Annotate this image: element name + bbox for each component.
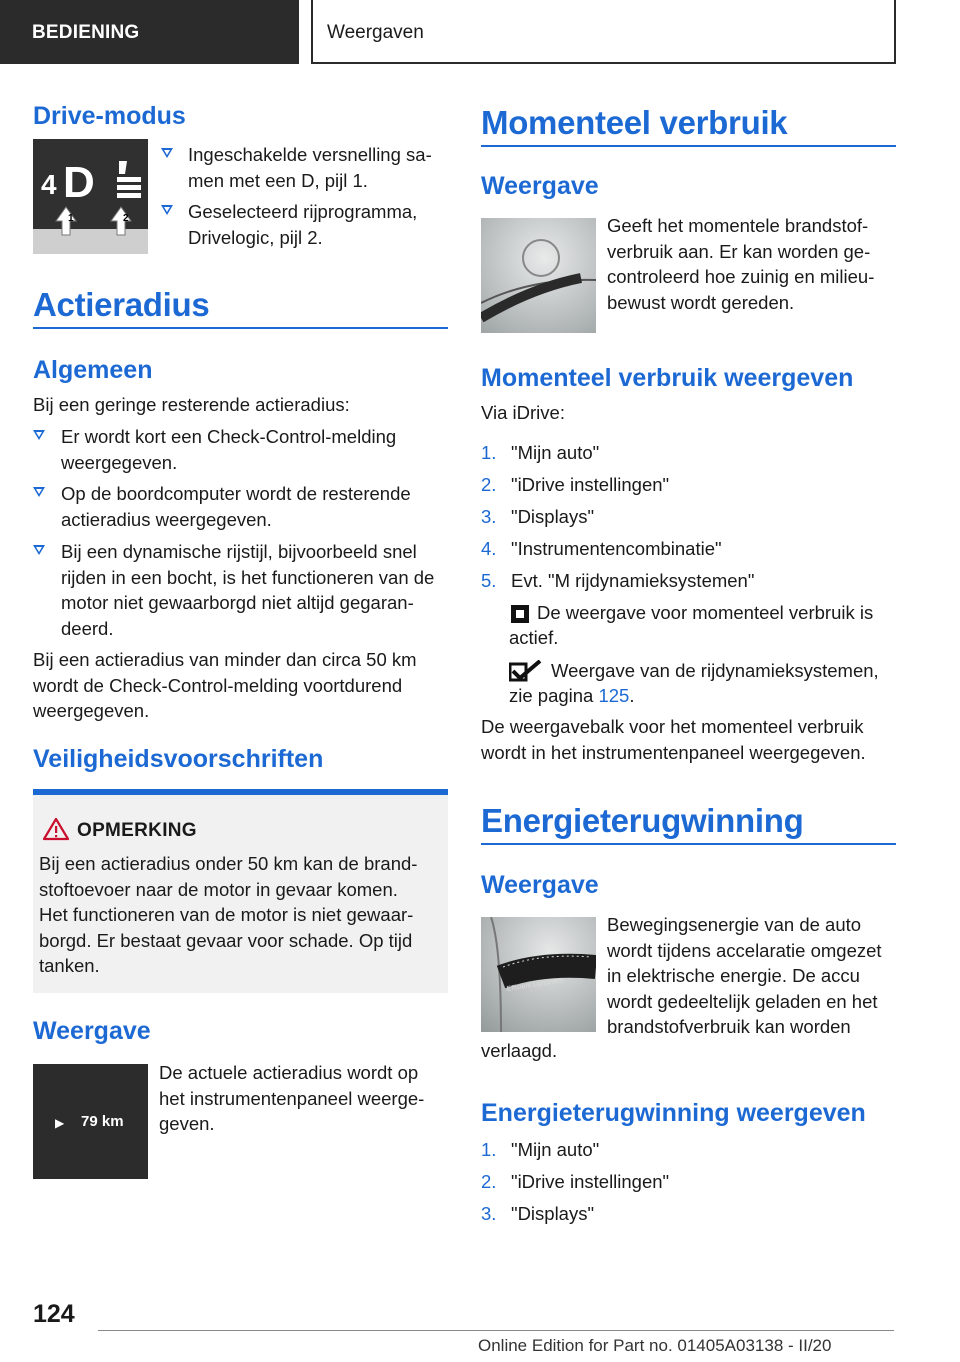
step-text: "iDrive instellingen"	[511, 474, 670, 495]
bullet-line: Op de boordcomputer wordt de resterende	[61, 483, 411, 504]
range-title: Actieradius	[33, 286, 210, 323]
text-line: stoftoevoer naar de motor in gevaar komen.	[39, 878, 398, 900]
warning-triangle-icon	[42, 817, 72, 841]
page-header	[0, 0, 960, 66]
checkbox-off-icon	[511, 605, 529, 623]
via-idrive: Via iDrive:	[481, 402, 565, 423]
range-intro: Bij een geringe resterende actieradius:	[33, 394, 350, 415]
bullet-line: men met een D, pijl 1.	[188, 169, 368, 191]
section-rule	[33, 327, 448, 329]
consumption-display-text	[607, 213, 902, 315]
step-number: 3.	[481, 1203, 497, 1224]
arrow-1-label: 1	[68, 213, 74, 224]
text-line: Geeft het momentele brandstof-	[607, 215, 869, 236]
step-number: 1.	[481, 1139, 497, 1160]
step-text: "Mijn auto"	[511, 1139, 600, 1160]
step-number: 1.	[481, 442, 497, 463]
text-line: het instrumentenpaneel weerge-	[159, 1087, 425, 1109]
checkbox-off-text-line2: actief.	[509, 627, 559, 648]
text-line: wordt in het instrumentenpaneel weergegeven.	[481, 741, 866, 763]
consumption-show-title: Momenteel verbruik weergeven	[481, 364, 854, 392]
step-text: "iDrive instellingen"	[511, 1171, 670, 1192]
text-line: Het functioneren van de motor is niet gewaar-	[39, 904, 414, 925]
text-line: De weergavebalk voor het momenteel verbruik	[481, 716, 864, 737]
edition-note: Online Edition for Part no. 01405A03138 - II/20	[478, 1336, 832, 1355]
page-number: 124	[33, 1300, 75, 1328]
warning-text	[39, 851, 449, 979]
step-item	[481, 472, 901, 498]
step-text: "Displays"	[511, 1203, 595, 1224]
step-item	[481, 1169, 901, 1195]
step-item	[481, 504, 901, 530]
regen-display-text	[607, 912, 902, 1040]
bullet-item	[33, 539, 453, 641]
step-text: "Instrumentencombinatie"	[511, 538, 722, 559]
text-line: borgd. Er bestaat gevaar voor schade. Op tijd	[39, 929, 413, 951]
step-text: Evt. "M rijdynamieksystemen"	[511, 570, 755, 591]
bullet-line: Drivelogic, pijl 2.	[188, 226, 323, 248]
general-title: Algemeen	[33, 356, 153, 384]
bullet-line: Geselecteerd rijprogramma,	[188, 201, 418, 222]
text-line: Bij een actieradius van minder dan circa 50 km	[33, 649, 417, 670]
step-number: 3.	[481, 506, 497, 527]
drive-mode-image	[33, 139, 148, 254]
step-number: 5.	[481, 570, 497, 591]
bullet-line: Er wordt kort een Check-Control-melding	[61, 426, 397, 447]
bullet-line: actieradius weergegeven.	[61, 508, 272, 530]
step-item	[481, 568, 901, 594]
range-readout: 79 km	[81, 1113, 124, 1130]
drive-mode-title: Drive-modus	[33, 102, 186, 130]
section-label: BEDIENING	[0, 0, 299, 64]
warning-label: OPMERKING	[77, 820, 197, 841]
checkbox-on-text-line1: Weergave van de rijdynamieksystemen,	[551, 660, 879, 681]
warning-box	[33, 789, 448, 993]
step-item	[481, 536, 901, 562]
consumption-closing	[481, 714, 901, 765]
step-number: 2.	[481, 1171, 497, 1192]
bullet-line: motor niet gewaarborgd niet altijd gegaran-	[61, 592, 414, 613]
page-ref-suffix: .	[629, 685, 635, 706]
step-number: 2.	[481, 474, 497, 495]
chapter-label: Weergaven	[311, 0, 896, 64]
regen-display-text-tail: verlaagd.	[481, 1040, 558, 1061]
fuel-pump-icon: ▶	[55, 1116, 65, 1130]
bullet-item	[33, 424, 453, 475]
text-line: verbruik aan. Er kan worden ge-	[607, 240, 871, 262]
text-line: in elektrische energie. De accu	[607, 965, 860, 986]
step-text: "Mijn auto"	[511, 442, 600, 463]
drive-mode-display	[33, 139, 148, 254]
range-display-image	[33, 1064, 148, 1179]
bullet-triangle-icon	[33, 430, 45, 440]
checkbox-on-text-line2	[509, 683, 635, 709]
text-line: bewust wordt gereden.	[607, 291, 795, 313]
bullet-line: rijden in een bocht, is het functioneren van de	[61, 566, 435, 588]
checkbox-on-icon	[509, 660, 543, 682]
text-line: brandstofverbruik kan worden	[607, 1016, 851, 1037]
text-line: wordt tijdens accelaratie omgezet	[607, 939, 882, 961]
page-ref-prefix: zie pagina	[509, 685, 599, 706]
bullet-item	[33, 481, 453, 532]
gauge-label: Efficient Dynamics	[506, 977, 565, 993]
section-rule	[481, 843, 896, 845]
gear-number: 4	[41, 169, 57, 200]
bullet-line: weergegeven.	[61, 451, 178, 473]
text-line: wordt de Check-Control-melding voortdurend	[33, 674, 403, 696]
consumption-gauge-image	[481, 218, 596, 333]
footer-rule	[98, 1330, 894, 1331]
step-item	[481, 440, 901, 466]
step-item	[481, 1201, 901, 1227]
text-line: De actuele actieradius wordt op	[159, 1062, 419, 1083]
consumption-title: Momenteel verbruik	[481, 104, 788, 141]
regen-gauge-image	[481, 917, 596, 1032]
step-number: 4.	[481, 538, 497, 559]
arrow-2-label: 2	[123, 213, 129, 224]
text-line: weergegeven.	[33, 700, 150, 721]
text-line: Bij een actieradius onder 50 km kan de brand-	[39, 853, 418, 874]
bullet-triangle-icon	[33, 487, 45, 497]
bullet-line: deerd.	[61, 617, 114, 639]
text-line: controleerd hoe zuinig en milieu-	[607, 266, 875, 287]
text-line: geven.	[159, 1113, 215, 1134]
step-item	[481, 1137, 901, 1163]
text-line: tanken.	[39, 955, 100, 976]
bullet-item	[161, 142, 451, 193]
range-display-title: Weergave	[33, 1017, 151, 1045]
bullet-line: Ingeschakelde versnelling sa-	[188, 144, 432, 165]
bullet-line: Bij een dynamische rijstijl, bijvoorbeeld snel	[61, 541, 417, 562]
bullet-triangle-icon	[161, 148, 173, 158]
regen-display-title: Weergave	[481, 871, 599, 899]
safety-title: Veiligheidsvoorschriften	[33, 745, 324, 773]
bullet-item	[161, 199, 451, 250]
text-line: wordt gedeeltelijk geladen en het	[607, 990, 878, 1012]
range-display-text	[159, 1060, 454, 1137]
step-text: "Displays"	[511, 506, 595, 527]
regen-title: Energieterugwinning	[481, 802, 804, 839]
checkbox-off-text-line1: De weergave voor momenteel verbruik is	[537, 602, 874, 623]
bullet-triangle-icon	[161, 205, 173, 215]
bullet-triangle-icon	[33, 545, 45, 555]
mode-letter: D	[63, 158, 95, 207]
text-line: Bewegingsenergie van de auto	[607, 914, 862, 935]
regen-show-title: Energieterugwinning weergeven	[481, 1099, 866, 1127]
page-ref-link[interactable]: 125	[598, 685, 630, 706]
consumption-display-title: Weergave	[481, 172, 599, 200]
section-rule	[481, 145, 896, 147]
range-paragraph	[33, 647, 453, 724]
